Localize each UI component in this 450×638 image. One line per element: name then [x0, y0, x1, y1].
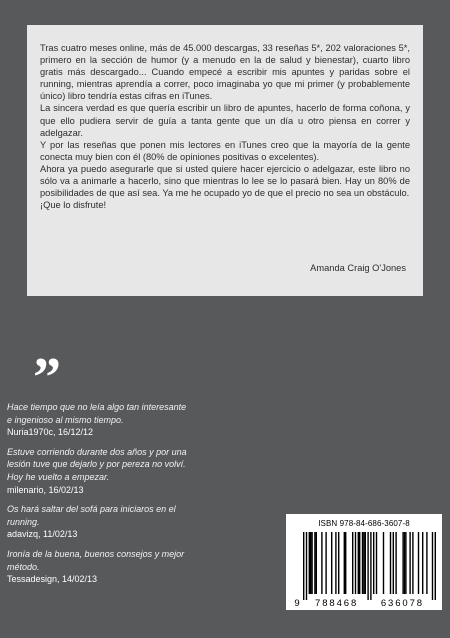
- review-item: [7, 401, 277, 439]
- barcode-digits: 636078: [380, 598, 424, 608]
- barcode-bar: [309, 532, 310, 594]
- review-text-line: Estuve corriendo durante dos años y por una: [7, 446, 187, 457]
- blurb-paragraph: Tras cuatro meses online, más de 45.000 descargas, 33 reseñas 5*, 202 valoraciones 5*, primero en la sección de humor (y a menudo en la de salud y bienestar), cuarto libro gratis más descargado... Cuando empecé a escribir mis apuntes y paridas sobre el running, mientras aprendía a correr, poco imaginaba yo que mi primer (y probablemente único) libro tendría estas cifras en iTunes.: [40, 43, 410, 102]
- barcode-bar: [367, 532, 368, 600]
- barcode-bar: [338, 532, 339, 594]
- barcode-bar: [310, 532, 311, 594]
- barcode-bar: [395, 532, 396, 594]
- barcode-bar: [335, 532, 336, 594]
- barcode-bar: [404, 532, 405, 594]
- barcode-bar: [412, 532, 413, 594]
- barcode-bar: [405, 532, 406, 594]
- barcode-bar: [390, 532, 391, 594]
- barcode-bar: [418, 532, 419, 594]
- isbn-label: ISBN 978-84-686-3607-8: [318, 519, 410, 528]
- barcode-bar: [345, 532, 346, 594]
- barcode-bar: [344, 532, 345, 594]
- barcode-bar: [321, 532, 322, 594]
- review-author: Tessadesign, 14/02/13: [7, 574, 98, 585]
- review-author: Nuria1970c, 16/12/12: [7, 427, 94, 438]
- review-text-line: Hoy he vuelto a empezar.: [7, 471, 110, 482]
- author-signature: Amanda Craig O'Jones: [310, 263, 406, 273]
- barcode-bar: [325, 532, 326, 594]
- barcode-bar: [314, 532, 315, 594]
- barcode-bar: [432, 532, 433, 600]
- review-item: [7, 548, 277, 586]
- review-text-line: Os hará saltar del sofá para iniciaros en el: [7, 504, 176, 515]
- barcode-bar: [306, 532, 307, 600]
- reviews-list: [7, 401, 277, 593]
- barcode-bar: [365, 532, 366, 594]
- barcode-icon: [291, 532, 437, 608]
- barcode-bar: [352, 532, 353, 594]
- barcode-bar: [402, 532, 403, 594]
- review-text-line: running.: [7, 516, 40, 527]
- isbn-barcode-box: [286, 514, 442, 610]
- barcode-bar: [316, 532, 317, 594]
- blurb-paragraph: Y por las reseñas que ponen mis lectores en iTunes creo que la mayoría de la gente conecta muy bien con él (80% de opiniones positivas o excelentes).: [40, 139, 410, 162]
- barcode-bar: [362, 532, 363, 594]
- review-text-line: Hace tiempo que no leía algo tan interesante: [7, 402, 187, 412]
- review-item: [7, 446, 277, 496]
- review-author: adavizq, 11/02/13: [7, 529, 78, 540]
- barcode-bar: [363, 532, 364, 594]
- barcode-bar: [409, 532, 410, 594]
- review-author: milenario, 16/02/13: [7, 484, 84, 495]
- barcode-bar: [303, 532, 304, 600]
- barcode-bar: [383, 532, 384, 594]
- review-text-line: método.: [7, 561, 40, 572]
- review-text-line: lesión tuve que dejarlo y por pereza no volví.: [7, 459, 186, 470]
- quote-mark-icon: ”: [33, 347, 61, 409]
- blurb-paragraph: La sincera verdad es que quería escribir un libro de apuntes, hacerlo de forma coñona, y que ello pudiera servir de guía a tanta gente que un día u otro piensa en correr y adelgazar.: [40, 103, 410, 138]
- blurb-paragraph: ¡Que lo disfrute!: [40, 200, 107, 211]
- barcode-bar: [393, 532, 394, 594]
- barcode-bar: [370, 532, 371, 600]
- barcode-digits: 9: [294, 598, 302, 608]
- barcode-bar: [355, 532, 356, 594]
- barcode-bar: [331, 532, 332, 594]
- barcode-bar: [376, 532, 377, 594]
- blurb-box: [27, 25, 423, 296]
- barcode-bar: [359, 532, 360, 594]
- barcode-bar: [435, 532, 436, 600]
- barcode-bar: [422, 532, 423, 594]
- review-text-line: e ingenioso al mismo tiempo.: [7, 414, 124, 425]
- barcode-bar: [311, 532, 312, 594]
- barcode-bar: [358, 532, 359, 594]
- review-item: [7, 503, 277, 541]
- barcode-bar: [426, 532, 427, 594]
- barcode-bar: [373, 532, 374, 594]
- barcode-digits: 788468: [315, 598, 359, 608]
- blurb-paragraph: Ahora ya puedo asegurarle que si usted quiere hacer ejercicio o adelgazar, este libro no sólo va a animarle a hacerlo, sino que mientras lo lee se lo pasará bien. Hay un 80% de posibilidades de que así sea. Ya me he ocupado yo de que el precio no sea un obstáculo.: [40, 163, 410, 199]
- review-text-line: Ironía de la buena, buenos consejos y mejor: [7, 548, 185, 559]
